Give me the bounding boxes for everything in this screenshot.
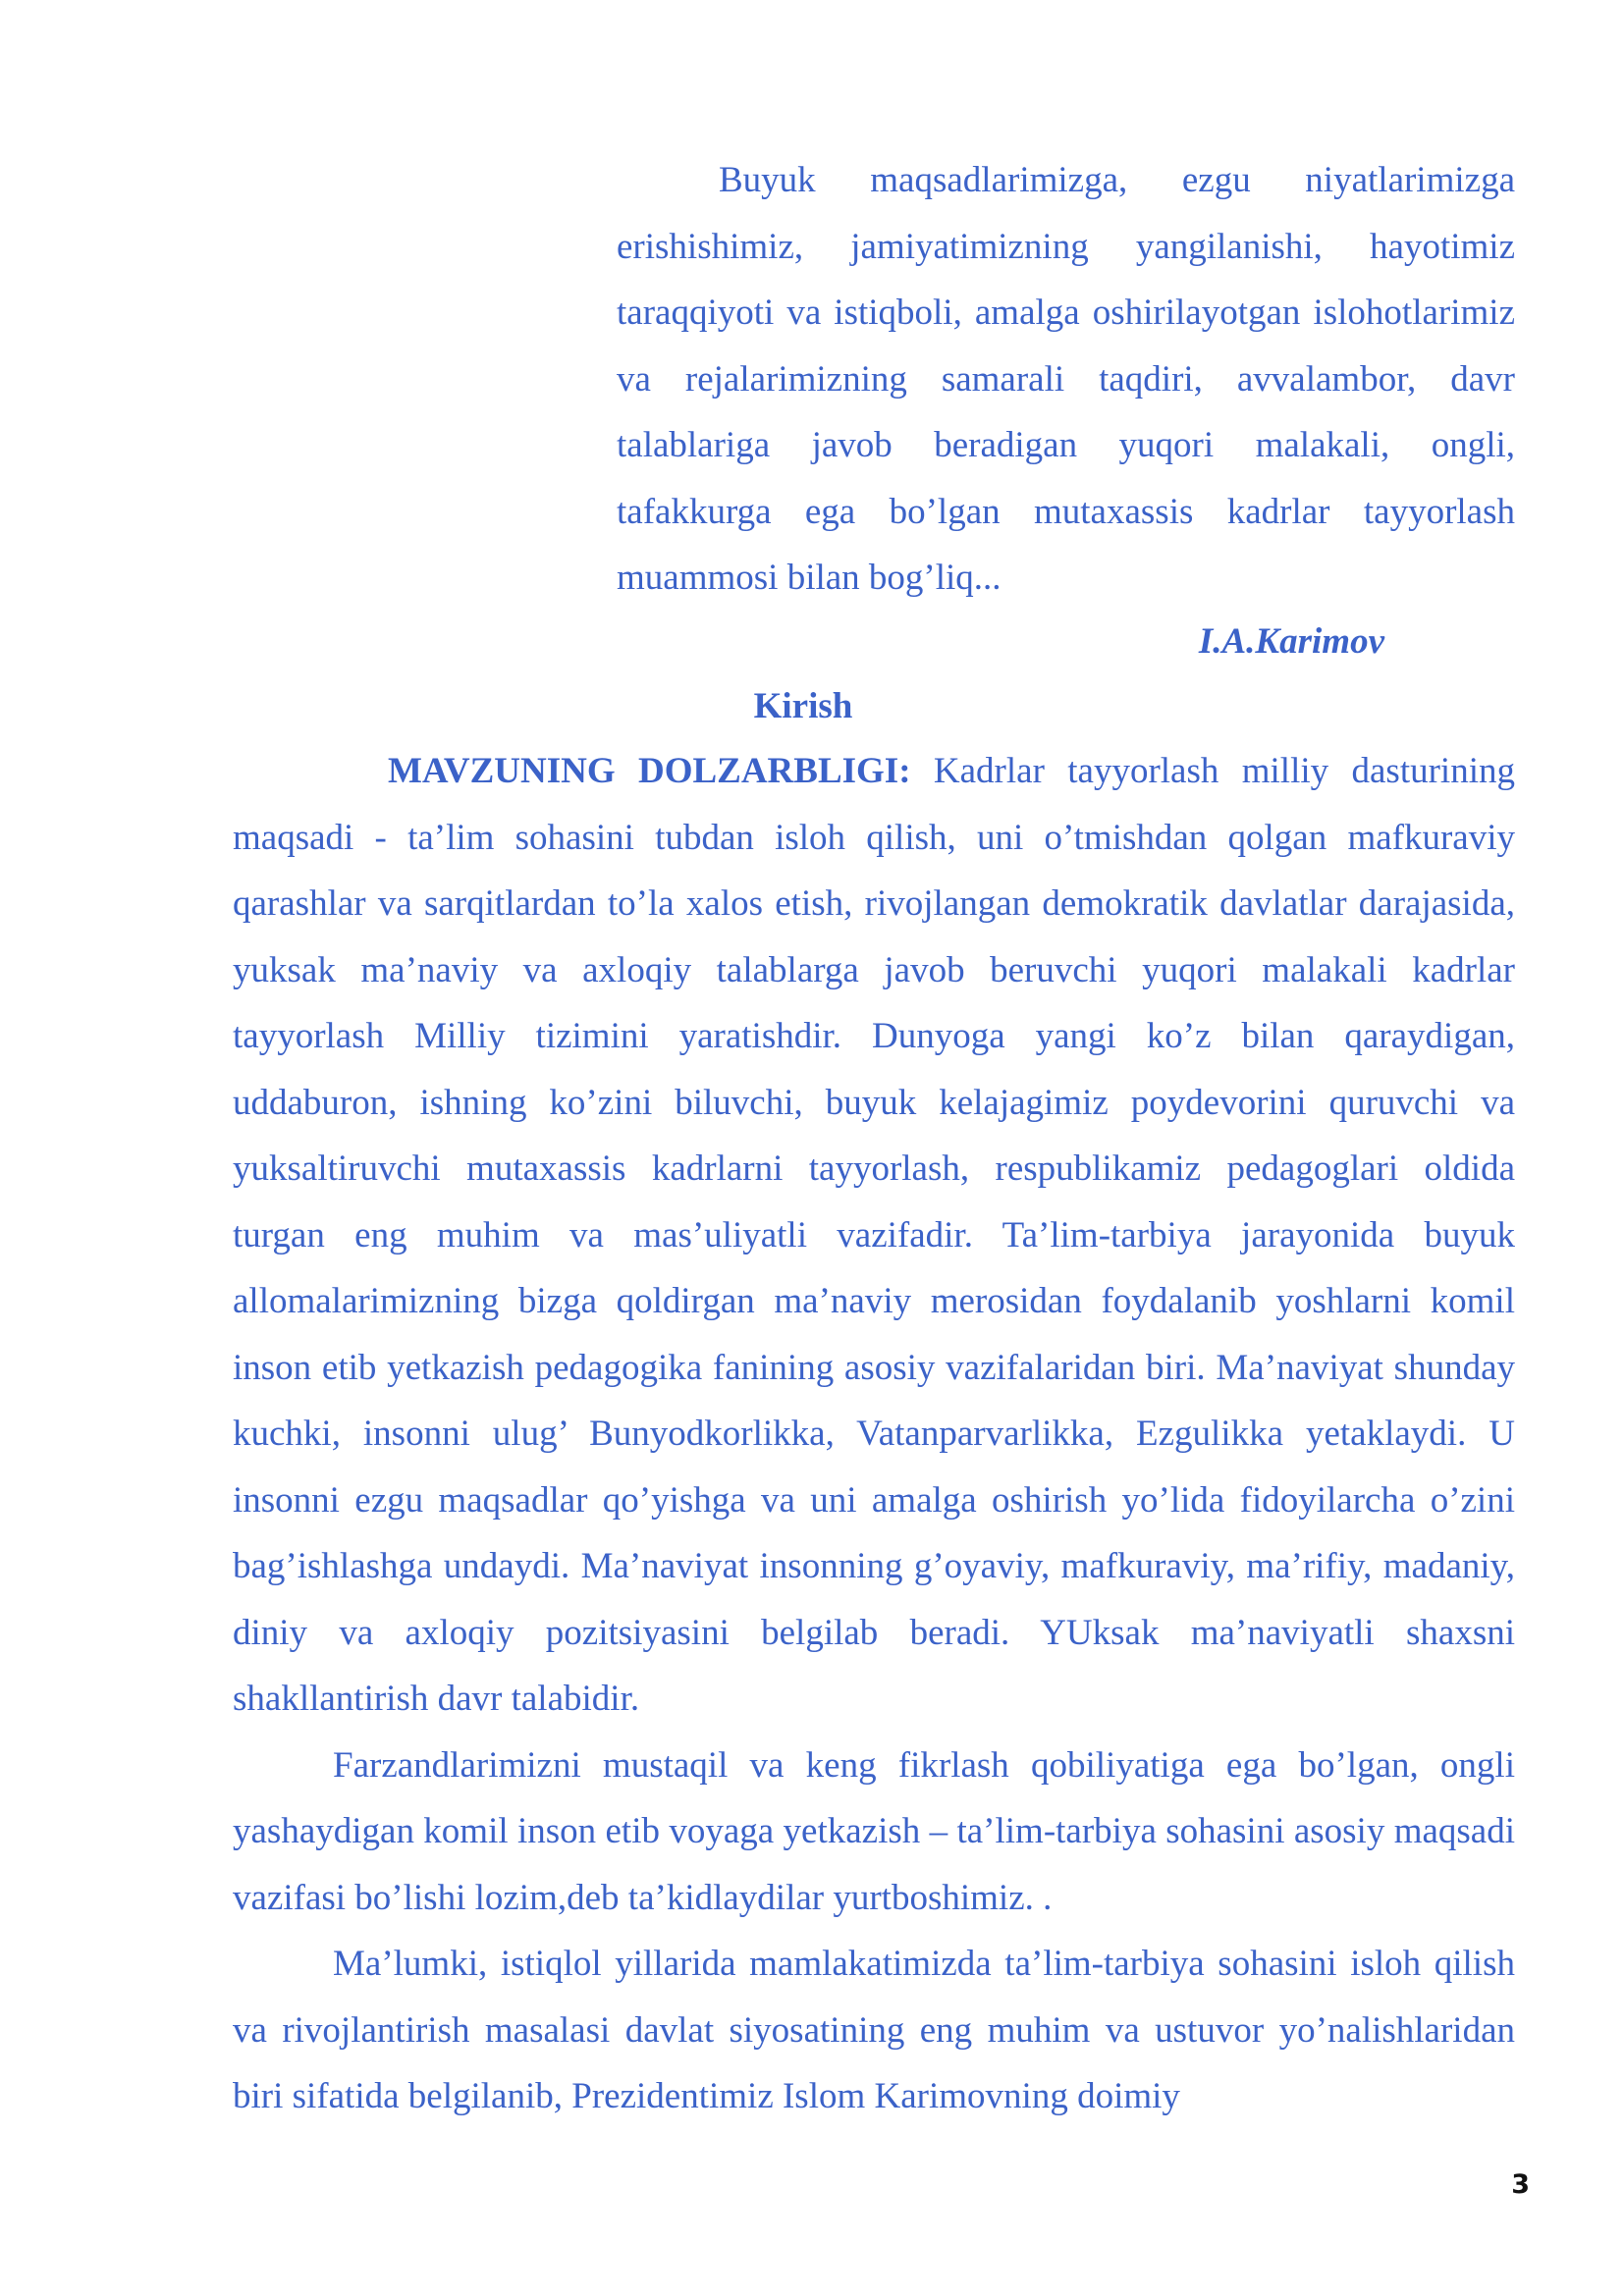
paragraph-children: Farzandlarimizni mustaqil va keng fikrlash qobiliyatiga ega bo’lgan, ongli yashaydigan komil inson etib voyaga yetkazish – ta’lim-tarbiya sohasini asosiy maqsadi vazifasi bo’lishi lozim,deb ta’kidlaydilar yurtboshimiz. . xyxy=(233,1744,1515,1918)
paragraph-independence: Ma’lumki, istiqlol yillarida mamlakatimizda ta’lim-tarbiya sohasini isloh qilish va rivojlantirish masalasi davlat siyosatining eng muhim va ustuvor yo’nalishlaridan biri sifatida belgilanib, Prezidentimiz Islom Karimovning doimiy xyxy=(233,1944,1515,2116)
epigraph-quote: Buyuk maqsadlarimizga, ezgu niyatlarimizga erishishimiz, jamiyatimizning yangilanishi, hayotimiz taraqqiyoti va istiqboli, amalga oshirilayotgan islohotlarimiz va rejalarimizning samarali taqdiri, avvalambor, davr talablariga javob beradigan yuqori malakali, ongli, tafakkurga ega bo’lgan mutaxassis kadrlar tayyorlash muammosi bilan bog’liq... xyxy=(617,160,1515,598)
epigraph-author: I.A.Karimov xyxy=(1198,621,1384,662)
page-number: 3 xyxy=(1511,2169,1530,2200)
paragraph-relevance-text: Kadrlar tayyorlash milliy dasturining maqsadi - ta’lim sohasini tubdan isloh qilish, uni o’tmishdan qolgan mafkuraviy qarashlar va sarqitlardan to’la xalos etish, rivojlangan demokratik davlatlar darajasida, yuksak ma’naviy va axloqiy talablarga javob beruvchi yuqori malakali kadrlar tayyorlash Milliy tizimini yaratishdir. Dunyoga yangi ko’z bilan qaraydigan, uddaburon, ishning ko’zini biluvchi, buyuk kelajagimiz poydevorini quruvchi va yuksaltiruvchi mutaxassis kadrlarni tayyorlash, respublikamiz pedagoglari oldida turgan eng muhim va mas’uliyatli vazifadir. Ta’lim-tarbiya jarayonida buyuk allomalarimizning bizga qoldirgan ma’naviy merosidan foydalanib yoshlarni komil inson etib yetkazish pedagogika fanining asosiy vazifalaridan biri. Ma’naviyat shunday kuchki, insonni ulug’ Bunyodkorlikka, Vatanparvarlikka, Ezgulikka yetaklaydi. U insonni ezgu maqsadlar qo’yishga va uni amalga oshirish yo’lida fidoyilarcha o’zini bag’ishlashga undaydi. Ma’naviyat insonning g’oyaviy, mafkuraviy, ma’rifiy, madaniy, diniy va axloqiy pozitsiyasini belgilab beradi. YUksak ma’naviyatli shaxsni shakllantirish davr talabidir. xyxy=(233,751,1515,1719)
paragraph-relevance xyxy=(233,738,1515,1733)
paragraph-lead: MAVZUNING DOLZARBLIGI: xyxy=(388,751,911,791)
section-title: Kirish xyxy=(753,686,853,726)
main-text xyxy=(233,738,1515,2130)
